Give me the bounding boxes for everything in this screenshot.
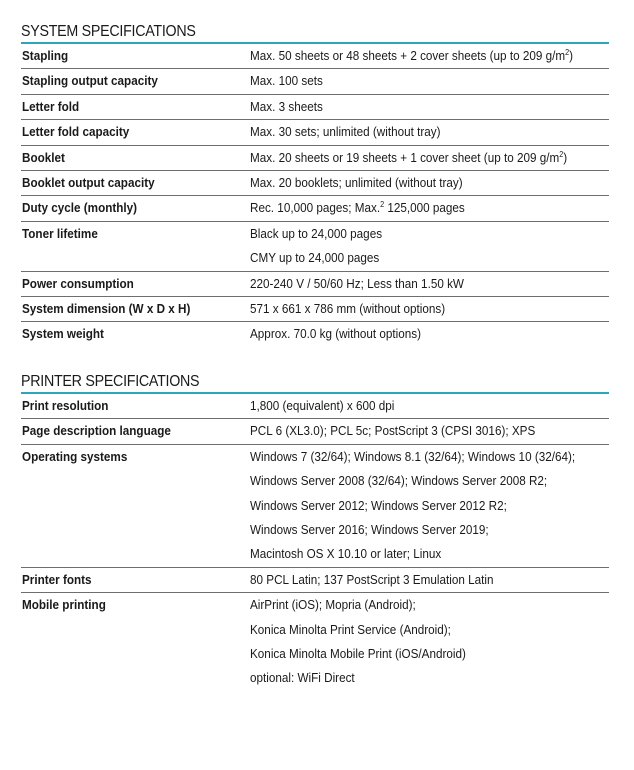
table-row xyxy=(21,95,609,120)
table-row xyxy=(21,394,609,419)
spec-label: System weight xyxy=(22,326,104,342)
spec-values xyxy=(250,593,609,691)
spec-value: Rec. 10,000 pages; Max.$^2$ 125,000 pages xyxy=(250,200,465,216)
spec-values xyxy=(250,297,609,321)
spec-value: Max. 20 sheets or 19 sheets + 1 cover sheet (up to 209 $g/m^2$) xyxy=(250,149,568,165)
table-row xyxy=(21,44,609,69)
spec-label: Letter fold xyxy=(22,98,80,114)
spec-value: Max. 3 sheets xyxy=(250,98,323,114)
spec-value: Approx. 70.0 kg (without options) xyxy=(250,326,422,342)
spec-values xyxy=(250,44,609,68)
table-row xyxy=(21,272,609,297)
spec-value: Windows Server 2008 (32/64); Windows Server 2008 R2; xyxy=(250,473,548,489)
spec-values xyxy=(250,419,609,443)
system-specifications-section xyxy=(21,21,609,347)
spec-label: Letter fold capacity xyxy=(22,124,130,140)
spec-values xyxy=(250,568,609,592)
section-title: SYSTEM SPECIFICATIONS xyxy=(21,23,196,40)
table-row xyxy=(21,322,609,346)
spec-values xyxy=(250,445,609,567)
spec-table xyxy=(21,394,609,691)
spec-label: Booklet output capacity xyxy=(22,174,155,190)
spec-value: Max. 100 sets xyxy=(250,73,323,89)
spec-label: Power consumption xyxy=(22,275,134,291)
spec-values xyxy=(250,120,609,144)
table-row xyxy=(21,419,609,444)
spec-label: Stapling xyxy=(22,48,69,63)
spec-value: Max. 30 sets; unlimited (without tray) xyxy=(250,124,441,140)
table-row xyxy=(21,69,609,94)
spec-values xyxy=(250,146,609,170)
spec-label: Print resolution xyxy=(22,398,109,413)
spec-value: Konica Minolta Mobile Print (iOS/Android) xyxy=(250,645,466,661)
spec-values xyxy=(250,322,609,346)
table-row xyxy=(21,171,609,196)
spec-label: Stapling output capacity xyxy=(22,73,158,89)
spec-value: AirPrint (iOS); Mopria (Android); xyxy=(250,597,416,613)
table-row xyxy=(21,445,609,568)
spec-value: CMY up to 24,000 pages xyxy=(250,250,380,266)
table-row xyxy=(21,222,609,272)
spec-values xyxy=(250,222,609,271)
spec-value: 571 x 661 x 786 mm (without options) xyxy=(250,300,446,316)
printer-specifications-section xyxy=(21,371,609,691)
spec-value: Konica Minolta Print Service (Android); xyxy=(250,621,451,637)
spec-label: Mobile printing xyxy=(22,597,106,613)
spec-value: 220-240 V / 50/60 Hz; Less than 1.50 kW xyxy=(250,275,464,291)
spec-values xyxy=(250,171,609,195)
spec-value: Max. 20 booklets; unlimited (without tray) xyxy=(250,174,463,190)
spec-values xyxy=(250,196,609,220)
spec-label: Page description language xyxy=(22,423,171,439)
table-row xyxy=(21,593,609,691)
spec-label: Booklet xyxy=(22,149,65,165)
table-row xyxy=(21,196,609,221)
spec-value: PCL 6 (XL3.0); PCL 5c; PostScript 3 (CPSI 3016); XPS xyxy=(250,423,536,439)
spec-values xyxy=(250,272,609,296)
spec-label: System dimension (W x D x H) xyxy=(22,300,191,316)
spec-value: Black up to 24,000 pages xyxy=(250,225,383,241)
spec-table xyxy=(21,44,609,347)
spec-value: Windows Server 2012; Windows Server 2012 R2; xyxy=(250,497,507,513)
spec-label: Toner lifetime xyxy=(22,225,98,241)
spec-value: Windows 7 (32/64); Windows 8.1 (32/64); Windows 10 (32/64); xyxy=(250,448,576,464)
spec-value: Windows Server 2016; Windows Server 2019; xyxy=(250,521,489,537)
spec-label: Duty cycle (monthly) xyxy=(22,200,138,216)
table-row xyxy=(21,146,609,171)
spec-value: 1,800 (equivalent) x 600 dpi xyxy=(250,398,395,413)
spec-value: optional: WiFi Direct xyxy=(250,670,355,686)
section-title: PRINTER SPECIFICATIONS xyxy=(21,373,200,390)
table-row xyxy=(21,297,609,322)
spec-label: Printer fonts xyxy=(22,571,92,587)
spec-values xyxy=(250,394,609,418)
table-row xyxy=(21,120,609,145)
table-row xyxy=(21,568,609,593)
spec-value: Macintosh OS X 10.10 or later; Linux xyxy=(250,546,442,562)
spec-value: 80 PCL Latin; 137 PostScript 3 Emulation Latin xyxy=(250,571,494,587)
spec-value: Max. 50 sheets or 48 sheets + 2 cover sheets (up to 209 $g/m^2$) xyxy=(250,48,574,63)
spec-values xyxy=(250,95,609,119)
spec-label: Operating systems xyxy=(22,448,128,464)
spec-values xyxy=(250,69,609,93)
